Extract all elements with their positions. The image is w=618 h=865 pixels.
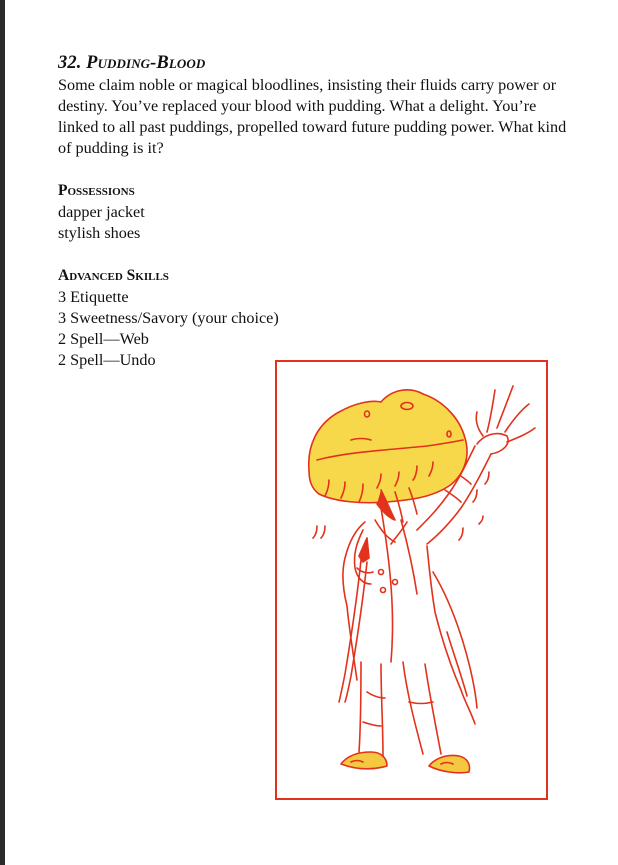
skill-item: 2 Spell—Web bbox=[58, 330, 149, 348]
possessions-list bbox=[58, 202, 568, 244]
entry-number: 32. bbox=[58, 53, 82, 73]
possession-item: stylish shoes bbox=[58, 224, 141, 242]
entry-heading bbox=[58, 52, 568, 74]
illustration-frame bbox=[275, 360, 548, 800]
jacket bbox=[343, 508, 477, 724]
skill-item: 2 Spell—Undo bbox=[58, 351, 156, 369]
skill-item: 3 Etiquette bbox=[58, 288, 129, 306]
advanced-skills-heading: Advanced Skills bbox=[58, 267, 169, 284]
possessions-heading: Possessions bbox=[58, 182, 135, 199]
entry-description: Some claim noble or magical bloodlines, insisting their fluids carry power or destiny. You’ve replaced your blood with pudding. What a delight. You’re linked to all past puddings, propelled toward future pudding power. What kind of pudding is it? bbox=[58, 76, 567, 157]
shoes bbox=[341, 752, 470, 773]
raised-hand bbox=[476, 386, 535, 454]
entry-title: Pudding-Blood bbox=[86, 53, 206, 73]
pudding-head bbox=[309, 390, 467, 503]
trousers bbox=[359, 662, 441, 756]
pudding-gentleman-illustration bbox=[277, 362, 546, 798]
skill-item: 3 Sweetness/Savory (your choice) bbox=[58, 309, 279, 327]
possession-item: dapper jacket bbox=[58, 203, 145, 221]
entry-content bbox=[58, 52, 568, 371]
page-left-edge bbox=[0, 0, 5, 865]
advanced-skills-list bbox=[58, 287, 568, 371]
